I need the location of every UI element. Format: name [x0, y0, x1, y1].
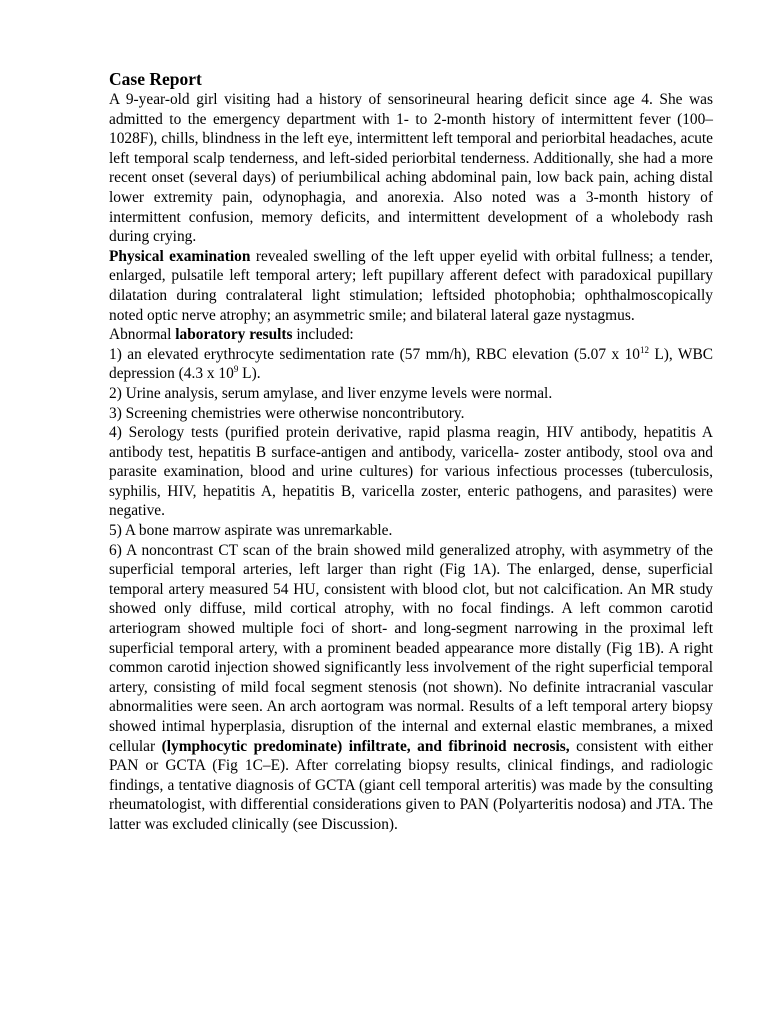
- lab-item-3: 3) Screening chemistries were otherwise noncontributory.: [109, 404, 465, 422]
- lab-item-5: 5) A bone marrow aspirate was unremarkable.: [109, 522, 393, 540]
- physical-exam-paragraph: [109, 247, 713, 325]
- lab-results-intro: [109, 325, 713, 345]
- physical-exam-lead: Physical examination: [109, 247, 251, 265]
- lab-item-6-text-a: 6) A noncontrast CT scan of the brain showed mild generalized atrophy, with asymmetry of the superficial temporal arteries, left larger than right (Fig 1A). The enlarged, dense, superficial temporal artery measured 54 HU, consistent with blood clot, but not calcification. An MR study showed only diffuse, mild cortical atrophy, with no focal findings. A left common carotid arteriogram showed multiple foci of short- and long-segment narrowing in the proximal left superficial temporal artery, with a prominent beaded appearance more distally (Fig 1B). A right common carotid injection showed significantly less involvement of the right superficial temporal artery, consisting of mild focal segment stenosis (not shown). No definite intracranial vascular abnormalities were seen. An arch aortogram was normal. Results of a left temporal artery biopsy showed intimal hyperplasia, disruption of the internal and external elastic membranes, a mixed cellular: [109, 541, 713, 755]
- lab-intro-pre: Abnormal: [109, 326, 176, 344]
- lab-item-1: [109, 345, 713, 384]
- lab-item-6-bold: (lymphocytic predominate) infiltrate, and fibrinoid necrosis,: [161, 737, 570, 755]
- lab-item-6: [109, 541, 713, 835]
- lab-item-1-exponent-1: 12: [639, 344, 649, 355]
- lab-item-6-text-b: consistent with either PAN or GCTA (Fig 1C–E). After correlating biopsy results, clinical findings, and radiologic findings, a tentative diagnosis of GCTA (giant cell temporal arteritis) was made by the consulting rheumatologist, with differential considerations given to PAN (Polyarteritis nodosa) and JTA. The latter was excluded clinically (see Discussion).: [109, 737, 713, 833]
- physical-exam-text: revealed swelling of the left upper eyelid with orbital fullness; a tender, enlarged, pulsatile left temporal artery; left pupillary afferent defect with paradoxical pupillary dilatation during contralateral light stimulation; leftsided photophobia; ophthalmoscopically noted optic nerve atrophy; an asymmetric smile; and bilateral lateral gaze nystagmus.: [109, 247, 713, 324]
- lab-item-1-exponent-2: 9: [233, 364, 239, 375]
- lab-intro-post: included:: [292, 326, 354, 344]
- lab-item-1-text-c: L).: [238, 365, 261, 383]
- lab-item-1-text-b: L), WBC depression (4.3 x 10: [109, 345, 713, 383]
- document-page: [109, 68, 713, 835]
- lab-item-2: 2) Urine analysis, serum amylase, and liver enzyme levels were normal.: [109, 384, 553, 402]
- intro-paragraph: A 9-year-old girl visiting had a history of sensorineural hearing deficit since age 4. She was admitted to the emergency department with 1- to 2-month history of intermittent fever (100–1028F), chills, blindness in the left eye, intermittent left temporal and periorbital headaches, acute left temporal scalp tenderness, and left-sided periorbital tenderness. Additionally, she had a more recent onset (several days) of periumbilical aching abdominal pain, low back pain, aching distal lower extremity pain, odynophagia, and anorexia. Also noted was a 3-month history of intermittent confusion, memory deficits, and intermittent development of a wholebody rash during crying.: [109, 91, 713, 246]
- section-title: Case Report: [109, 69, 202, 89]
- lab-intro-bold: laboratory results: [175, 326, 293, 344]
- lab-item-4: 4) Serology tests (purified protein derivative, rapid plasma reagin, HIV antibody, hepatitis A antibody test, hepatitis B surface-antigen and antibody, varicella- zoster antibody, stool ova and parasite examination, blood and urine cultures) for various infectious processes (tuberculosis, syphilis, HIV, hepatitis A, hepatitis B, varicella zoster, enteric pathogens, and parasites) were negative.: [109, 424, 713, 520]
- lab-item-1-text-a: 1) an elevated erythrocyte sedimentation rate (57 mm/h), RBC elevation (5.07 x 10: [109, 345, 640, 363]
